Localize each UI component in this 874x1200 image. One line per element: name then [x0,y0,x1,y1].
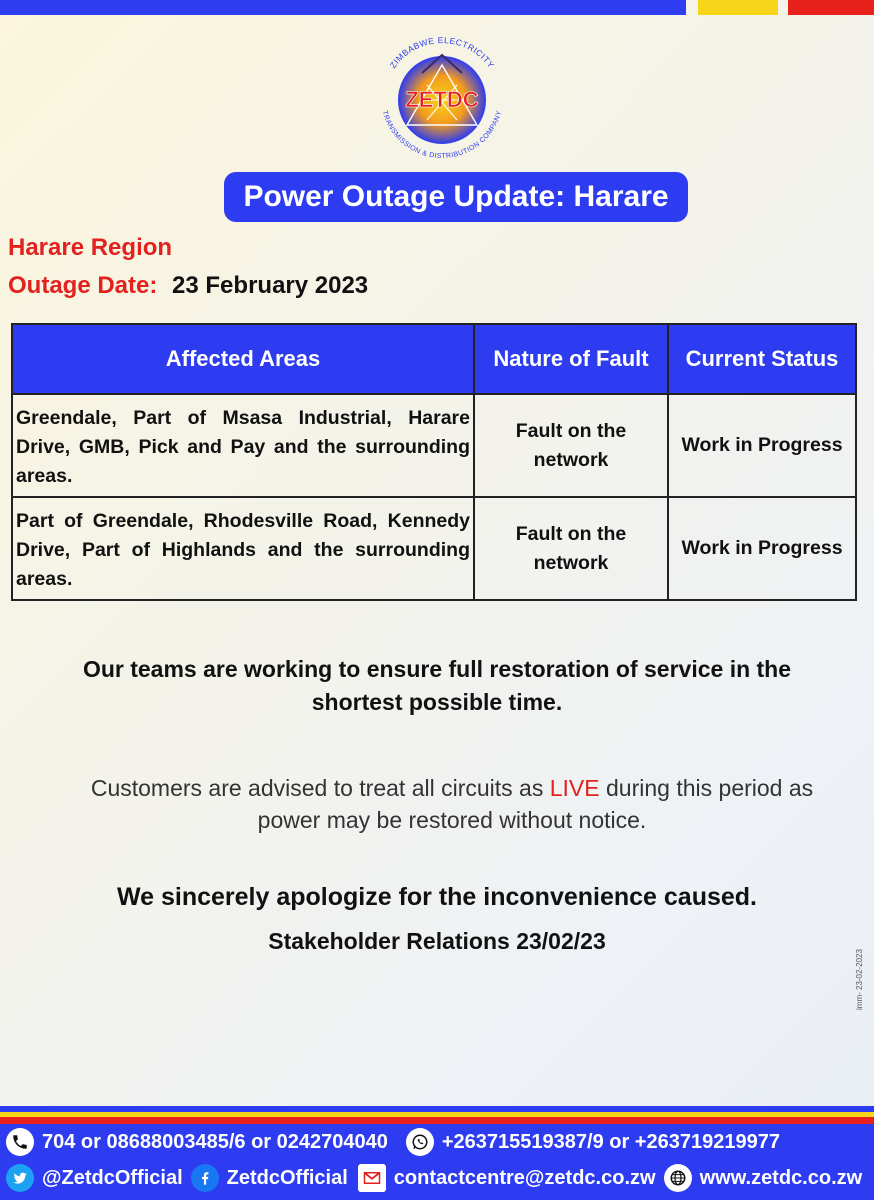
footer-facebook[interactable]: ZetdcOfficial [226,1166,348,1189]
logo-top-text: ZIMBABWE ELECTRICITY [387,34,497,71]
top-stripe-red [788,0,874,15]
cell-affected-areas: Greendale, Part of Msasa Industrial, Harare Drive, GMB, Pick and Pay and the surrounding areas. [12,394,474,497]
outage-date-label: Outage Date: [8,272,158,299]
header-current-status: Current Status [668,324,856,394]
outage-date [8,272,368,300]
header-affected-areas: Affected Areas [12,324,474,394]
outage-date-value: 23 February 2023 [172,272,369,299]
region-label: Harare Region [8,234,173,261]
restoration-message: Our teams are working to ensure full restoration of service in the shortest possible time. [82,656,792,715]
cell-affected-areas: Part of Greendale, Rhodesville Road, Kennedy Drive, Part of Highlands and the surrounding areas. [12,497,474,600]
footer-whatsapp[interactable]: +263715519387/9 or +263719219977 [441,1130,780,1153]
facebook-icon [191,1164,219,1192]
footer-contact-bar [0,1124,874,1200]
cell-current-status: Work in Progress [668,394,856,497]
advice-text-before: Customers are advised to treat all circuits as [90,775,550,801]
footer-row-social [6,1164,862,1192]
table-header-row [12,324,856,394]
footer-phone[interactable]: 704 or 08688003485/6 or 0242704040 [42,1130,388,1153]
email-icon [358,1164,386,1192]
globe-icon [664,1164,692,1192]
footer-row-phone [6,1128,780,1156]
top-stripe-yellow [698,0,778,15]
apology-message: We sincerely apologize for the inconvenience caused. [116,883,757,911]
signoff: Stakeholder Relations 23/02/23 [268,928,606,954]
whatsapp-icon [406,1128,434,1156]
footer-twitter[interactable]: @ZetdcOfficial [42,1166,183,1189]
advice-live-highlight: LIVE [549,775,600,801]
outage-table [11,323,857,601]
footer-email[interactable]: contactcentre@zetdc.co.zw [393,1166,656,1189]
cell-nature-of-fault: Fault on the network [474,394,668,497]
phone-icon [6,1128,34,1156]
logo-wordmark: ZETDC [405,87,479,112]
advice-text-after: during this period as power may be restored without notice. [257,775,814,833]
cell-current-status: Work in Progress [668,497,856,600]
footer-website[interactable]: www.zetdc.co.zw [699,1166,863,1189]
header-nature-of-fault: Nature of Fault [474,324,668,394]
cell-nature-of-fault: Fault on the network [474,497,668,600]
table-row [12,497,856,600]
page-title: Power Outage Update: Harare [224,172,688,222]
logo-bottom-text: TRANSMISSION & DISTRIBUTION COMPANY [380,109,504,161]
safety-advice [80,772,824,836]
table-row [12,394,856,497]
twitter-icon [6,1164,34,1192]
footer-stripes [0,1106,874,1124]
zetdc-logo [367,25,517,175]
top-stripe-blue [0,0,686,15]
side-note: imm- 23-02-2023 [855,949,864,1010]
